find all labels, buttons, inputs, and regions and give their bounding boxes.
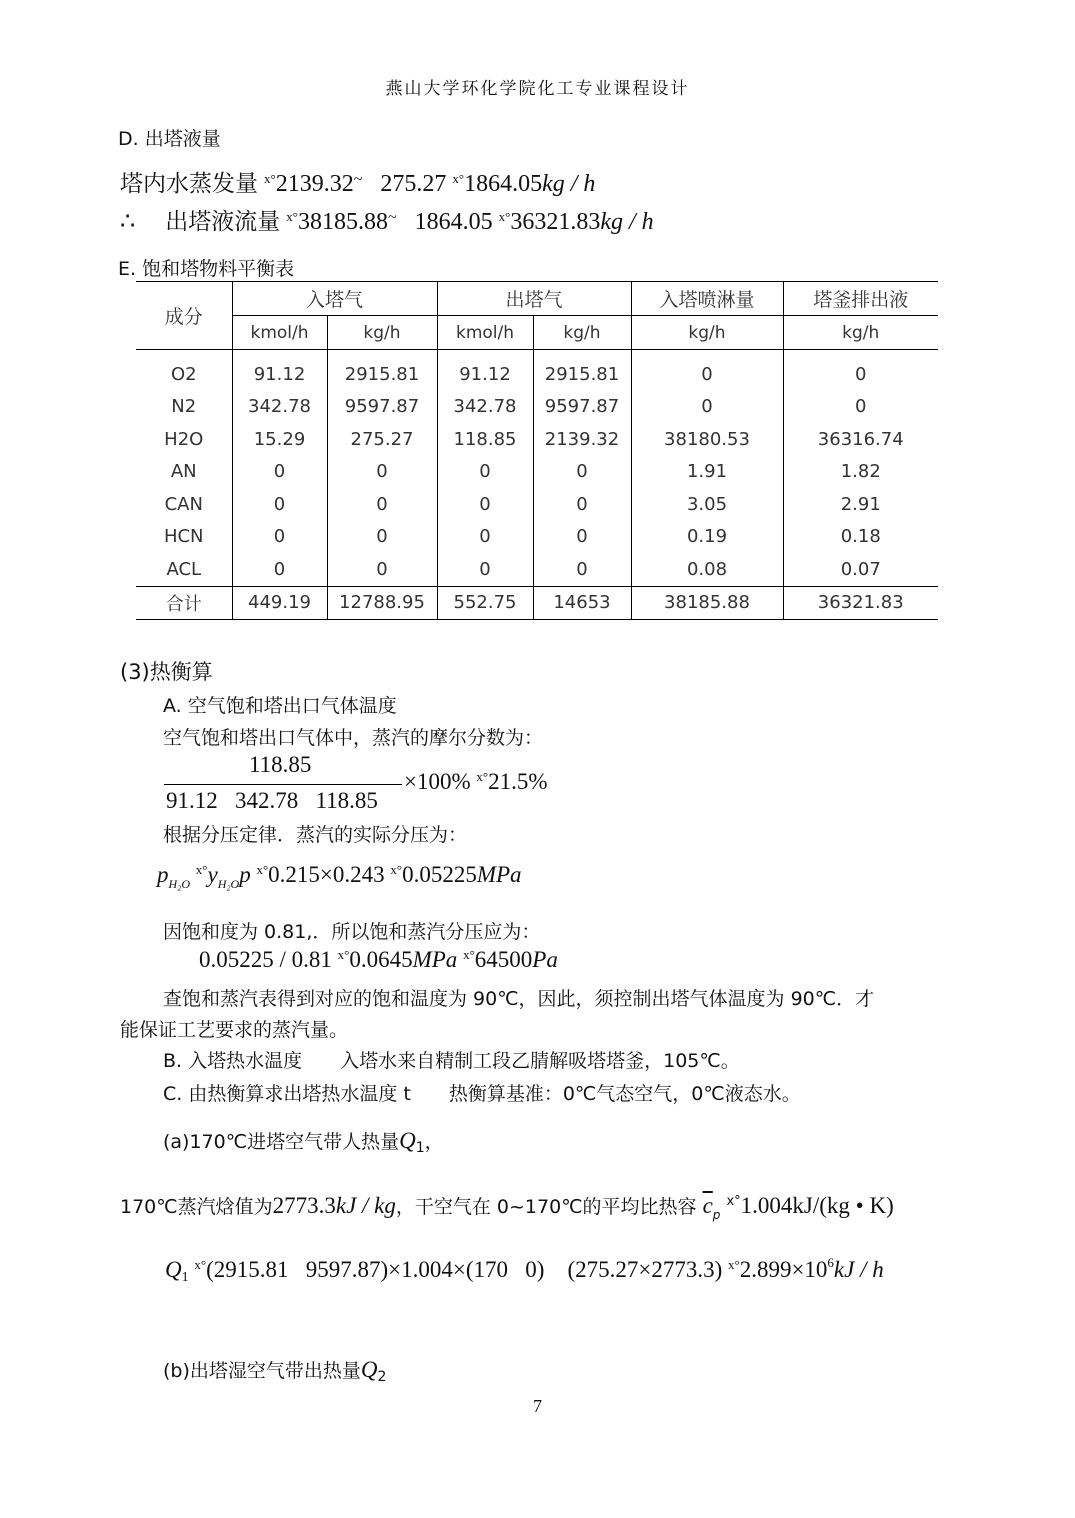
component-cell: ACL — [166, 558, 202, 580]
p-sub: H₂O — [168, 877, 191, 891]
eq1-label: 塔内水蒸发量 — [120, 171, 258, 197]
evaporation-equation — [120, 165, 595, 198]
q1-eq-body2: 9597.87)×1.004×(170 — [305, 1257, 509, 1282]
page-header: 燕山大学环化学院化工专业课程设计 — [385, 79, 690, 99]
eq1-c: 1864.05 — [464, 171, 543, 197]
q1-symbol: Q — [399, 1128, 416, 1153]
eq1-rel: x° — [264, 171, 276, 186]
eq2-unit: kg / h — [600, 209, 654, 235]
value-cell: 91.12 — [437, 350, 533, 391]
enthalpy-val: 2773.3 — [272, 1193, 336, 1218]
value-cell: 0 — [232, 456, 327, 489]
q2-sub: 2 — [377, 1369, 387, 1385]
eq1-rel2: x° — [452, 171, 465, 186]
sat-rel: x° — [337, 947, 350, 962]
cp-val: 1.004kJ/(kg • K) — [740, 1193, 894, 1218]
enthalpy-mid: ，干空气在 0~170℃的平均比热容 — [395, 1196, 697, 1218]
y-sub: H₂O — [217, 877, 240, 891]
value-cell: 36316.74 — [783, 423, 938, 456]
table-row — [136, 456, 938, 489]
header-component: 成分 — [136, 282, 232, 350]
table-row — [136, 521, 938, 554]
heat-a-text: 空气饱和塔出口气体中，蒸汽的摩尔分数为： — [163, 727, 544, 749]
q1-sub: 1 — [415, 1140, 425, 1156]
b-line-text: (b)出塔湿空气带出热量 — [163, 1360, 361, 1382]
value-cell: 0 — [533, 456, 631, 489]
fraction-denominator — [166, 788, 378, 814]
table-total-row — [136, 586, 938, 620]
value-cell: 15.29 — [232, 423, 327, 456]
value-cell: 9597.87 — [533, 391, 631, 424]
q1-eq-rel: x° — [194, 1257, 207, 1272]
a-line-text: (a)170℃进塔空气带人热量 — [163, 1131, 400, 1153]
p-rel2: x° — [256, 862, 269, 877]
temperature-text-1: 查饱和蒸汽表得到对应的饱和温度为 90℃，因此，须控制出塔气体温度为 90℃．才 — [163, 988, 875, 1010]
eq2-b: 1864.05 — [414, 209, 493, 235]
saturation-text: 因饱和度为 0.81,．所以饱和蒸汽分压应为： — [163, 921, 541, 943]
material-balance-table — [136, 281, 938, 620]
value-cell: 0 — [232, 553, 327, 586]
value-cell: 0 — [327, 521, 437, 554]
total-cell: 合计 — [136, 586, 232, 620]
eq2-rel: x° — [286, 209, 298, 224]
unit-cell: kg/h — [327, 316, 437, 350]
table-row — [136, 553, 938, 586]
value-cell: 0 — [783, 391, 938, 424]
sat-b: 0.0645 — [349, 947, 413, 972]
q1-eq-res: 2.899×10 — [739, 1257, 828, 1282]
value-cell: 0 — [232, 488, 327, 521]
sat-unit1: MPa — [412, 947, 458, 972]
eq2-c: 36321.83 — [510, 209, 601, 235]
value-cell: 2.91 — [783, 488, 938, 521]
value-cell: 0.18 — [783, 521, 938, 554]
value-cell: 342.78 — [437, 391, 533, 424]
section-e-title: E. 饱和塔物料平衡表 — [118, 258, 295, 280]
q1-eq-sub: 1 — [181, 1270, 189, 1285]
total-cell: 38185.88 — [631, 586, 783, 620]
value-cell: 0 — [437, 553, 533, 586]
q1-eq-body1: (2915.81 — [206, 1257, 289, 1282]
y-symbol: y — [207, 862, 218, 887]
eq2-label: 出塔液流量 — [165, 209, 281, 235]
table-body — [136, 350, 938, 587]
value-cell: 38180.53 — [631, 423, 783, 456]
p-res: 0.05225 — [402, 862, 477, 887]
p-symbol: p — [157, 862, 169, 887]
value-cell: 0 — [327, 456, 437, 489]
value-cell: 275.27 — [327, 423, 437, 456]
sat-unit2: Pa — [532, 947, 558, 972]
value-cell: 0 — [533, 488, 631, 521]
component-cell: H2O — [164, 428, 204, 450]
value-cell: 0 — [437, 488, 533, 521]
table-row — [136, 350, 938, 391]
value-cell: 0 — [327, 488, 437, 521]
total-cell: 14653 — [533, 586, 631, 620]
heat-a-title: A. 空气饱和塔出口气体温度 — [163, 695, 397, 717]
q2-symbol: Q — [360, 1357, 378, 1382]
q1-eq-body4: (275.27×2773.3) — [567, 1257, 723, 1282]
dalton-text: 根据分压定律．蒸汽的实际分压为： — [163, 824, 468, 846]
total-cell: 552.75 — [437, 586, 533, 620]
temperature-text-2: 能保证工艺要求的蒸汽量。 — [120, 1019, 349, 1041]
p-mid: 0.215×0.243 — [268, 862, 385, 887]
value-cell: 0 — [631, 391, 783, 424]
value-cell: 0.08 — [631, 553, 783, 586]
frac-res: 21.5% — [488, 769, 548, 794]
sat-rel2: x° — [463, 947, 475, 962]
value-cell: 0 — [327, 553, 437, 586]
value-cell: 1.82 — [783, 456, 938, 489]
fraction-numerator: 118.85 — [249, 752, 312, 777]
heat-b-line: B. 入塔热水温度 入塔水来自精制工段乙腈解吸塔塔釜，105℃。 — [163, 1050, 740, 1072]
enthalpy-unit: kJ / kg — [335, 1193, 396, 1218]
sat-c: 64500 — [474, 947, 533, 972]
eq2-tilde: ~ — [387, 209, 397, 226]
value-cell: 9597.87 — [327, 391, 437, 424]
den-c: 118.85 — [315, 788, 378, 813]
cp-symbol: $\overline{c}$ — [702, 1193, 713, 1218]
den-b: 342.78 — [235, 788, 299, 813]
table-row — [136, 391, 938, 424]
p-rel3: x° — [390, 862, 403, 877]
q1-eq-unit: kJ / h — [833, 1257, 884, 1282]
value-cell: 0.07 — [783, 553, 938, 586]
component-cell: CAN — [164, 493, 203, 515]
value-cell: 2915.81 — [533, 350, 631, 391]
total-cell: 12788.95 — [327, 586, 437, 620]
value-cell: 0 — [232, 521, 327, 554]
heat-c-line: C. 由热衡算求出塔热水温度 t 热衡算基准：0℃气态空气，0℃液态水。 — [163, 1083, 801, 1105]
component-cell: HCN — [163, 526, 204, 548]
eq1-b: 275.27 — [380, 171, 447, 197]
page-number: 7 — [533, 1396, 542, 1416]
p-unit: MPa — [476, 862, 522, 887]
header-out-gas: 出塔气 — [437, 282, 631, 316]
fraction-result — [404, 769, 548, 795]
heat-a-line — [163, 1127, 444, 1156]
unit-cell: kg/h — [631, 316, 783, 350]
q1-equation — [165, 1255, 884, 1286]
value-cell: 118.85 — [437, 423, 533, 456]
value-cell: 0 — [437, 456, 533, 489]
value-cell: 91.12 — [232, 350, 327, 391]
saturation-equation — [199, 947, 558, 973]
component-cell: AN — [170, 461, 197, 483]
value-cell: 342.78 — [232, 391, 327, 424]
q1-eq-rel2: x° — [727, 1257, 740, 1272]
frac-rel: x° — [476, 769, 489, 784]
cp-sub: p — [712, 1208, 721, 1222]
eq1-tilde: ~ — [353, 171, 363, 188]
therefore-symbol: ∴ — [120, 209, 136, 235]
value-cell: 2915.81 — [327, 350, 437, 391]
value-cell: 3.05 — [631, 488, 783, 521]
unit-cell: kmol/h — [232, 316, 327, 350]
value-cell: 0 — [533, 553, 631, 586]
component-cell: N2 — [171, 396, 197, 418]
table-row — [136, 488, 938, 521]
header-bottom-liquid: 塔釜排出液 — [783, 282, 938, 316]
unit-cell: kg/h — [533, 316, 631, 350]
q1-eq-body3: 0) — [525, 1257, 545, 1282]
den-a: 91.12 — [166, 788, 218, 813]
table-row — [136, 423, 938, 456]
q1-eq-exp: 6 — [827, 1255, 834, 1270]
component-cell: O2 — [170, 363, 197, 385]
frac-tail: ×100% — [404, 769, 471, 794]
value-cell: 0.19 — [631, 521, 783, 554]
value-cell: 0 — [437, 521, 533, 554]
enthalpy-line — [120, 1192, 894, 1222]
unit-cell: kg/h — [783, 316, 938, 350]
eq2-a: 38185.88 — [297, 209, 388, 235]
unit-cell: kmol/h — [437, 316, 533, 350]
eq1-a: 2139.32 — [275, 171, 354, 197]
p-rel: x° — [195, 862, 208, 877]
outflow-equation — [120, 203, 654, 236]
a-comma: ， — [424, 1131, 444, 1153]
sat-a: 0.05225 / 0.81 — [199, 947, 332, 972]
fraction-bar — [164, 784, 402, 785]
q1-eq-symbol: Q — [165, 1257, 182, 1282]
heat-b-sub-line — [163, 1356, 386, 1385]
total-cell: 36321.83 — [783, 586, 938, 620]
header-in-gas: 入塔气 — [232, 282, 437, 316]
value-cell: 0 — [783, 350, 938, 391]
section-d-title: D. 出塔液量 — [118, 128, 221, 150]
heat-balance-title: (3)热衡算 — [120, 660, 213, 684]
cp-rel: x° — [726, 1194, 741, 1209]
value-cell: 2139.32 — [533, 423, 631, 456]
total-cell: 449.19 — [232, 586, 327, 620]
p2-symbol: p — [239, 862, 251, 887]
eq1-unit: kg / h — [542, 171, 596, 197]
eq2-rel2: x° — [498, 209, 511, 224]
partial-pressure-equation — [157, 862, 522, 892]
header-spray: 入塔喷淋量 — [631, 282, 783, 316]
value-cell: 1.91 — [631, 456, 783, 489]
value-cell: 0 — [533, 521, 631, 554]
value-cell: 0 — [631, 350, 783, 391]
enthalpy-pre: 170℃蒸汽焓值为 — [120, 1196, 273, 1218]
